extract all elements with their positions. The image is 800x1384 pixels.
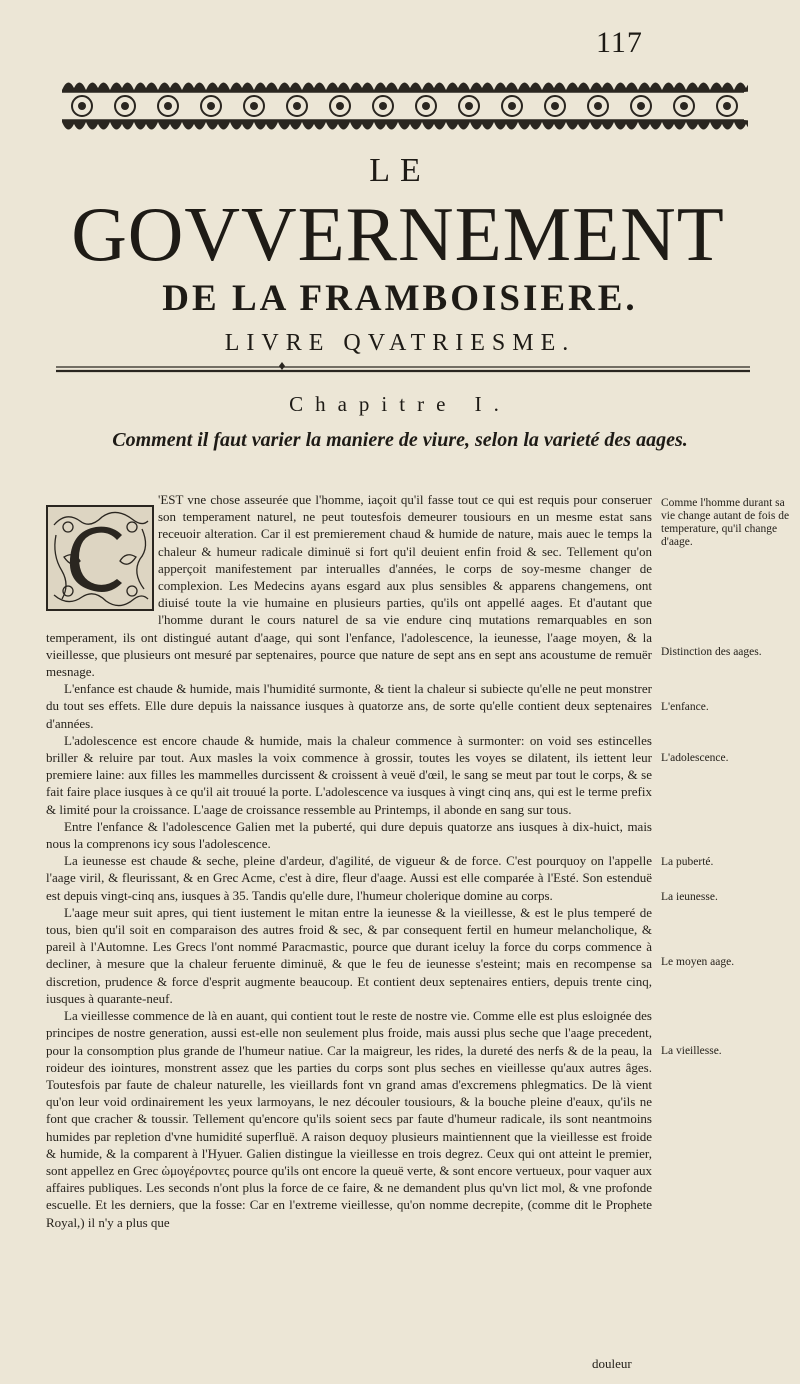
margin-note: L'enfance. <box>661 701 709 713</box>
margin-note: La ieunesse. <box>661 891 718 903</box>
chapter-heading: Comment il faut varier la maniere de viure, selon la varieté des aages. <box>112 429 688 451</box>
headpiece-ornament <box>58 72 748 140</box>
margin-note: Comme l'homme durant sa vie change autant de fois de temperature, qu'il change d'aage. <box>661 497 790 548</box>
paragraph: 'EST vne chose asseurée que l'homme, iaçoit qu'il fasse tout ce qui est requis pour conseruer son temperament naturel, ne peut toutesfois demeurer tousiours en un mesme estat sans receuoir alteration. Car il est premierement chaud & humide de nature, mais auec le temps la chaleur & humeur radicale diminuë si fort qu'il deuient enfin froid & sec. Tellement qu'on apperçoit manifestement par interualles d'années, le corps de soy-mesme changer de complexion. Les Medecins ayans esgard aux plus sensibles & apparens changemens, ont diuisé toute la vie humaine en plusieurs parties, qu'ils ont appellé aages. Et d'autant que l'homme durant le cours naturel de sa vie endure cinq mutations remarquables en son temperament, ils ont distingué autant d'aage, qui sont l'enfance, l'adolescence, la ieunesse, l'aage moyen, & la vieillesse, que plusieurs ont mesuré par septenaires, pource que nature de sept ans en sept ans acoustume de remuër mesnage. <box>46 492 652 680</box>
margin-note: L'adolescence. <box>661 752 729 764</box>
book-number: LIVRE QVATRIESME. <box>224 330 576 356</box>
chapter-label: Chapitre I. <box>289 392 511 416</box>
initial-spacer <box>46 495 158 613</box>
title-le: LE <box>369 152 431 189</box>
margin-note: La puberté. <box>661 856 714 868</box>
paragraph: La ieunesse est chaude & seche, pleine d'ardeur, d'agilité, de vigueur & de force. C'est pourquoy on l'appelle l'aage viril, & fleurissant, & en Grec Acme, c'est à dire, fleur d'aage. Aussi est elle comparée à l'Esté. Son estenduë est depuis vingt-cinq ans, iusques à 35. Tandis qu'elle dure, l'humeur cholerique domine au corps. <box>46 853 652 903</box>
margin-note: Le moyen aage. <box>661 956 735 968</box>
page-number: 117 <box>596 26 643 59</box>
title-subtitle: DE LA FRAMBOISIERE. <box>162 278 638 319</box>
paragraph: Entre l'enfance & l'adolescence Galien met la puberté, qui dure depuis quatorze ans iusques à dix-huict, mais nous la comprenons icy sous l'adolescence. <box>46 818 652 852</box>
paragraph: La vieillesse commence de là en auant, qui contient tout le reste de nostre vie. Comme elle est plus esloignée des principes de nostre generation, aussi est-elle non seulement plus froide, mais aussi plus seche que l'aage precedent, pour la consomption plus grande de l'humeur natiue. Car la maigreur, les rides, la dureté des nerfs & de la peau, la roideur des iointures, monstrent assez que les parties du corps sont plus seches en vieillesse qu'aux autres âges. Toutesfois par faute de chaleur naturelle, les vieillards font vn grand amas d'excremens phlegmatics. De là vient qu'on leur void ordinairement les yeux larmoyans, le nez découler tousiours, & la bouche pleine d'eaux, qu'ils ne font que cracher & toussir. Tellement qu'encore qu'ils soient secs par faute d'humeur radicale, ils sont neantmoins humides par repletion d'vne humidité superfluë. A raison dequoy plusieurs maintiennent que la vieillesse est froide & humide, & la comparent à l'Hyuer. Galien distingue la vieillesse en trois degrez. Ceux qui ont atteint le premier, sont appellez en Grec ὠμογέροντες pource qu'ils ont encore la queuë verte, & sont encore vertueux, pour vaquer aux affaires publiques. Les seconds n'ont plus la force de ce faire, & ne demandent plus qu'vn lict mol, & vne profonde escuelle. Et les derniers, que la fosse: Car en l'extreme vieillesse, qu'on nomme decrepite, (comme dit le Prophete Royal,) il n'y a plus que <box>46 1008 652 1230</box>
paragraph: L'aage meur suit apres, qui tient iustement le mitan entre la ieunesse & la vieillesse, & est le plus temperé de tous, bien qu'il soit en comparaison des autres froid & sec, & par consequent fertil en humeur melancholique, & pareil à l'Automne. Les Grecs l'ont nommé Paracmastic, pource que durant iceluy la force du corps commence à decliner, à mesure que la chaleur feruente diminuë, & que le feu de ieunesse s'esteint; mais en recompense sa discretion, prudence & force d'esprit augmente beaucoup. Et contient deux septenaires entiers, depuis trente cinq, iusques à quarante-neuf. <box>46 904 652 1006</box>
divider-rule <box>56 362 750 374</box>
catchword: douleur <box>592 1356 632 1371</box>
margin-note: Distinction des aages. <box>661 646 762 658</box>
body-text <box>46 491 652 1371</box>
paragraph: L'enfance est chaude & humide, mais l'humidité surmonte, & tient la chaleur si subiecte qu'elle ne peut monstrer du tout ses effets. Elle dure depuis la naissance iusques à quatorze ans, de sorte qu'elle contient deux septenaires d'années. <box>46 681 652 731</box>
margin-note: La vieillesse. <box>661 1045 722 1057</box>
paragraph: L'adolescence est encore chaude & humide, mais la chaleur commence à surmonter: on void ses estincelles briller & reluire par tout. Aux masles la voix commence à grossir, toutes les voyes se dilatent, ils iettent leur premiere laine: aux filles les mammelles durcissent & croissent à veuë d'œil, le sang se meut par tout le corps, & se fait faire place iusques à ce qu'il ait trouué la porte. L'adolescence va iusques à vingt cinq ans, qui est le terme prefix & limité pour la croissance. L'aage de croissance ressemble au Printemps, il abonde en sang sur tous. <box>46 732 652 817</box>
title-main: GOVVERNEMENT <box>71 191 725 277</box>
